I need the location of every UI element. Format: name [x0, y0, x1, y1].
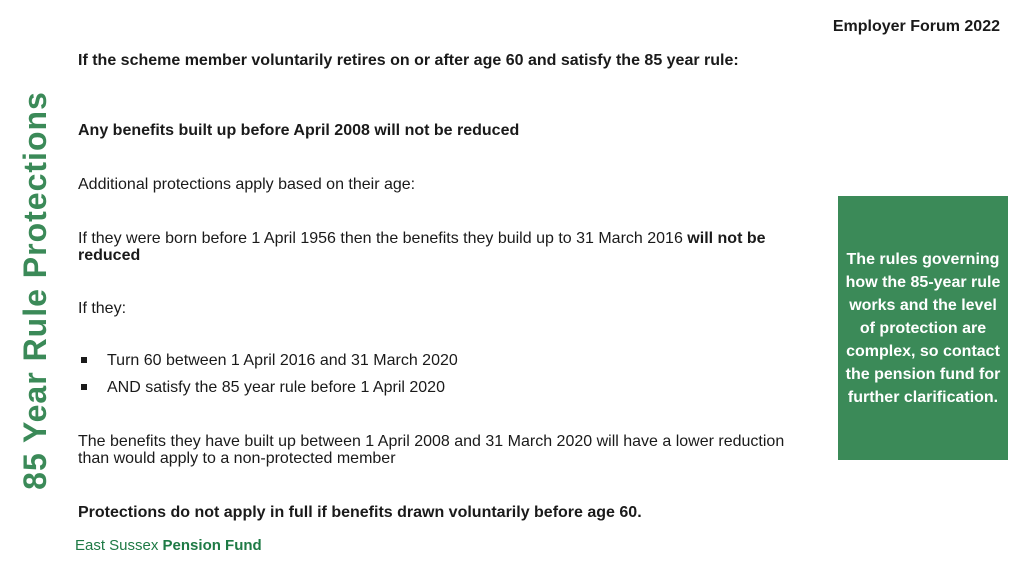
side-title-text: 85 Year Rule Protections: [16, 90, 53, 490]
logo: [75, 537, 262, 554]
conditions-list: [78, 352, 458, 406]
callout-text: The rules governing how the 85-year rule works and the level of protection are complex, so contact the pension fund for further clarification.: [845, 250, 1001, 406]
callout-box: [838, 196, 1008, 460]
footer-note: Protections do not apply in full if benefits drawn voluntarily before age 60.: [78, 504, 642, 521]
logo-part2: Pension Fund: [162, 537, 262, 554]
born-before-prefix: If they were born before 1 April 1956 then the benefits they build up to 31 March 2016: [78, 230, 688, 247]
side-title: [14, 70, 56, 510]
logo-part1: East Sussex: [75, 537, 163, 554]
additional-protections-text: Additional protections apply based on their age:: [78, 176, 416, 193]
list-item: AND satisfy the 85 year rule before 1 April 2020: [78, 379, 458, 406]
intro-text: If the scheme member voluntarily retires on or after age 60 and satisfy the 85 year rule:: [78, 52, 739, 69]
list-item: Turn 60 between 1 April 2016 and 31 March 2020: [78, 352, 458, 379]
pre-2008-text: Any benefits built up before April 2008 will not be reduced: [78, 122, 520, 139]
born-before-text: [78, 230, 798, 264]
lower-reduction-text: The benefits they have built up between 1 April 2008 and 31 March 2020 will have a lower reduction than would apply to a non-protected member: [78, 433, 785, 467]
if-they-text: If they:: [78, 300, 127, 317]
header-title: Employer Forum 2022: [832, 18, 1000, 35]
born-before-bold: will not be reduced: [78, 230, 766, 264]
